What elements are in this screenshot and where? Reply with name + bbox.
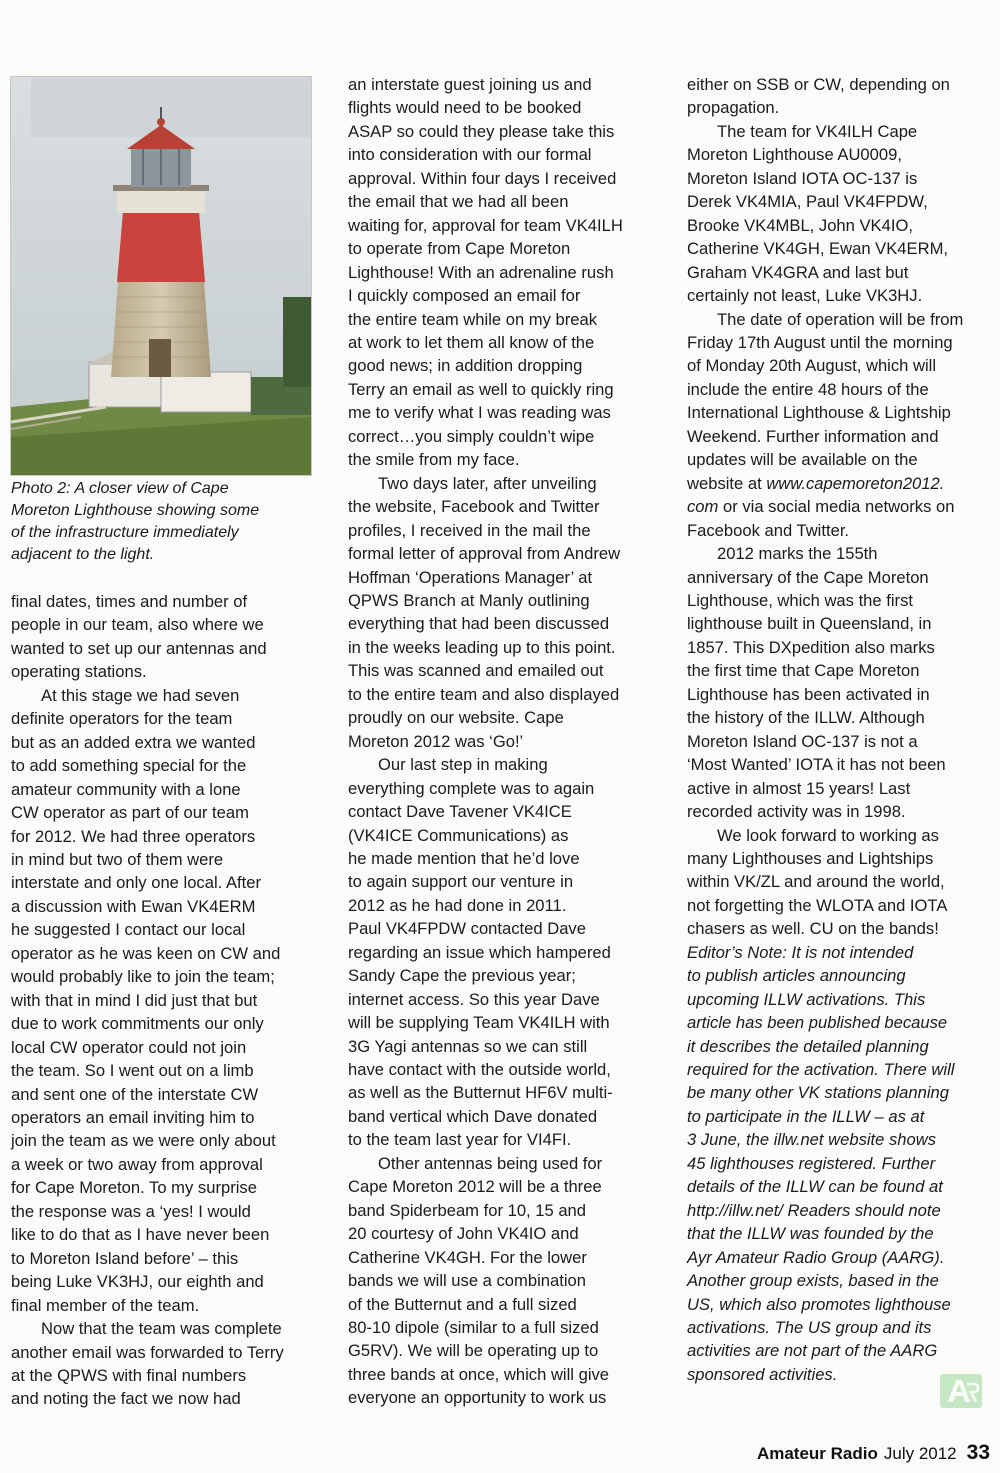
magazine-name: Amateur Radio	[756, 1444, 878, 1463]
paragraph: Now that the team was complete another email was forwarded to Terry at the QPWS with final numbers and noting the fact we now had	[11, 1319, 284, 1409]
article-column-3	[687, 73, 990, 1386]
article-column-1	[11, 590, 323, 1411]
paragraph: an interstate guest joining us and flights would need to be booked ASAP so could they please take this into consideration with our formal approval. Within four days I received the email that we had all been waiting for, approval for team VK4ILH to operate from Cape Moreton Lighthouse! With an adrenaline rush I quickly composed an email for the entire team while on my break at work to let them all know of the good news; in addition dropping Terry an email as well to quickly ring me to verify what I was reading was correct…you simply couldn’t wipe the smile from my face.	[348, 75, 623, 470]
article-column-2	[348, 73, 660, 1410]
ar-logo-icon	[940, 1374, 982, 1408]
page-footer	[757, 1441, 990, 1465]
paragraph: Other antennas being used for Cape Moreton 2012 will be a three band Spiderbeam for 10, 15 and 20 courtesy of John VK4IO and Catherine VK4GH. For the lower bands we will use a combination of the Butternut and a full sized 80-10 dipole (similar to a full sized G5RV). We will be operating up to three bands at once, which will give everyone an opportunity to work us	[348, 1153, 610, 1408]
paragraph: either on SSB or CW, depending on propagation.	[687, 75, 950, 118]
paragraph: At this stage we had seven definite operators for the team but as an added extra we wanted to add something special for the amateur community with a lone CW operator as part of our team for 2012. We had three operators in mind but two of them were interstate and only one local. After a discussion with Ewan VK4ERM he suggested I contact our local operator as he was keen on CW and would probably like to join the team; with that in mind I did just that but due to work commitments our only local CW operator could not join the team. So I went out on a limb and sent one of the interstate CW operators an email inviting him to join the team as we were only about a week or two away from approval for Cape Moreton. To my surprise the response was a ‘yes! I would like to do that as I have never been to Moreton Island before’ – this being Luke VK3HJ, our eighth and final member of the team.	[11, 685, 281, 1315]
paragraph: Two days later, after unveiling the website, Facebook and Twitter profiles, I received in the mail the formal letter of approval from Andrew Hoffman ‘Operations Manager’ at QPWS Branch at Manly outlining everything that had been discussed in the weeks leading up to this point. This was scanned and emailed out to the entire team and also displayed proudly on our website. Cape Moreton 2012 was ‘Go!’	[348, 473, 621, 751]
paragraph: The team for VK4ILH Cape Moreton Lighthouse AU0009, Moreton Island IOTA OC-137 is Derek VK4MIA, Paul VK4FPDW, Brooke VK4MBL, John VK4IO, Catherine VK4GH, Ewan VK4ERM, Graham VK4GRA and last but certainly not least, Luke VK3HJ.	[687, 121, 949, 306]
issue-date: July 2012	[883, 1444, 957, 1463]
paragraph	[687, 308, 990, 543]
photo-caption: Photo 2: A closer view of Cape Moreton Lighthouse showing some of the infrastructure immediately adjacent to the light.	[11, 480, 260, 563]
editors-note: Editor’s Note: It is not intended to publish articles announcing upcoming ILLW activations. This article has been published because it describes the detailed planning required for the activation. There will be many other VK stations planning to participate in the ILLW – as at 3 June, the illw.net website shows 45 lighthouses registered. Further details of the ILLW can be found at http://illw.net/ Readers should note that the ILLW was founded by the Ayr Amateur Radio Group (AARG). Another group exists, based in the US, which also promotes lighthouse activations. The US group and its activities are not part of the AARG sponsored activities.	[687, 942, 955, 1384]
website-link[interactable]: www.capemoreton2012. com	[687, 473, 945, 517]
paragraph: 2012 marks the 155th anniversary of the Cape Moreton Lighthouse, which was the first lighthouse built in Queensland, in 1857. This DXpedition also marks the first time that Cape Moreton Lighthouse has been activated in the history of the ILLW. Although Moreton Island OC-137 is not a ‘Most Wanted’ IOTA it has not been active in almost 15 years! Last recorded activity was in 1998.	[687, 544, 946, 822]
paragraph: final dates, times and number of people in our team, also where we wanted to set up our antennas and operating stations.	[11, 592, 267, 682]
paragraph-text: The date of operation will be from Friday 17th August until the morning of Monday 20th August, which will include the entire 48 hours of the International Lighthouse & Lightship Weekend. Further information and updates will be available on the website at	[687, 309, 964, 493]
lighthouse-illustration	[11, 77, 311, 475]
paragraph-text: or via social media networks on Facebook and Twitter.	[687, 497, 955, 540]
paragraph: We look forward to working as many Lighthouses and Lightships within VK/ZL and around the world, not forgetting the WLOTA and IOTA chasers as well. CU on the bands!	[687, 825, 948, 939]
lighthouse-photo	[10, 76, 312, 476]
paragraph: Our last step in making everything complete was to again contact Dave Tavener VK4ICE (VK4ICE Communications) as he made mention that he’d love to again support our venture in 2012 as he had done in 2011. Paul VK4FPDW contacted Dave regarding an issue which hampered Sandy Cape the previous year; internet access. So this year Dave will be supplying Team VK4ILH with 3G Yagi antennas so we can still have contact with the outside world, as well as the Butternut HF6V multi- band vertical which Dave donated to the team last year for VI4FI.	[348, 755, 613, 1150]
page-number: 33	[966, 1441, 990, 1464]
end-of-article-logo	[940, 1374, 982, 1408]
